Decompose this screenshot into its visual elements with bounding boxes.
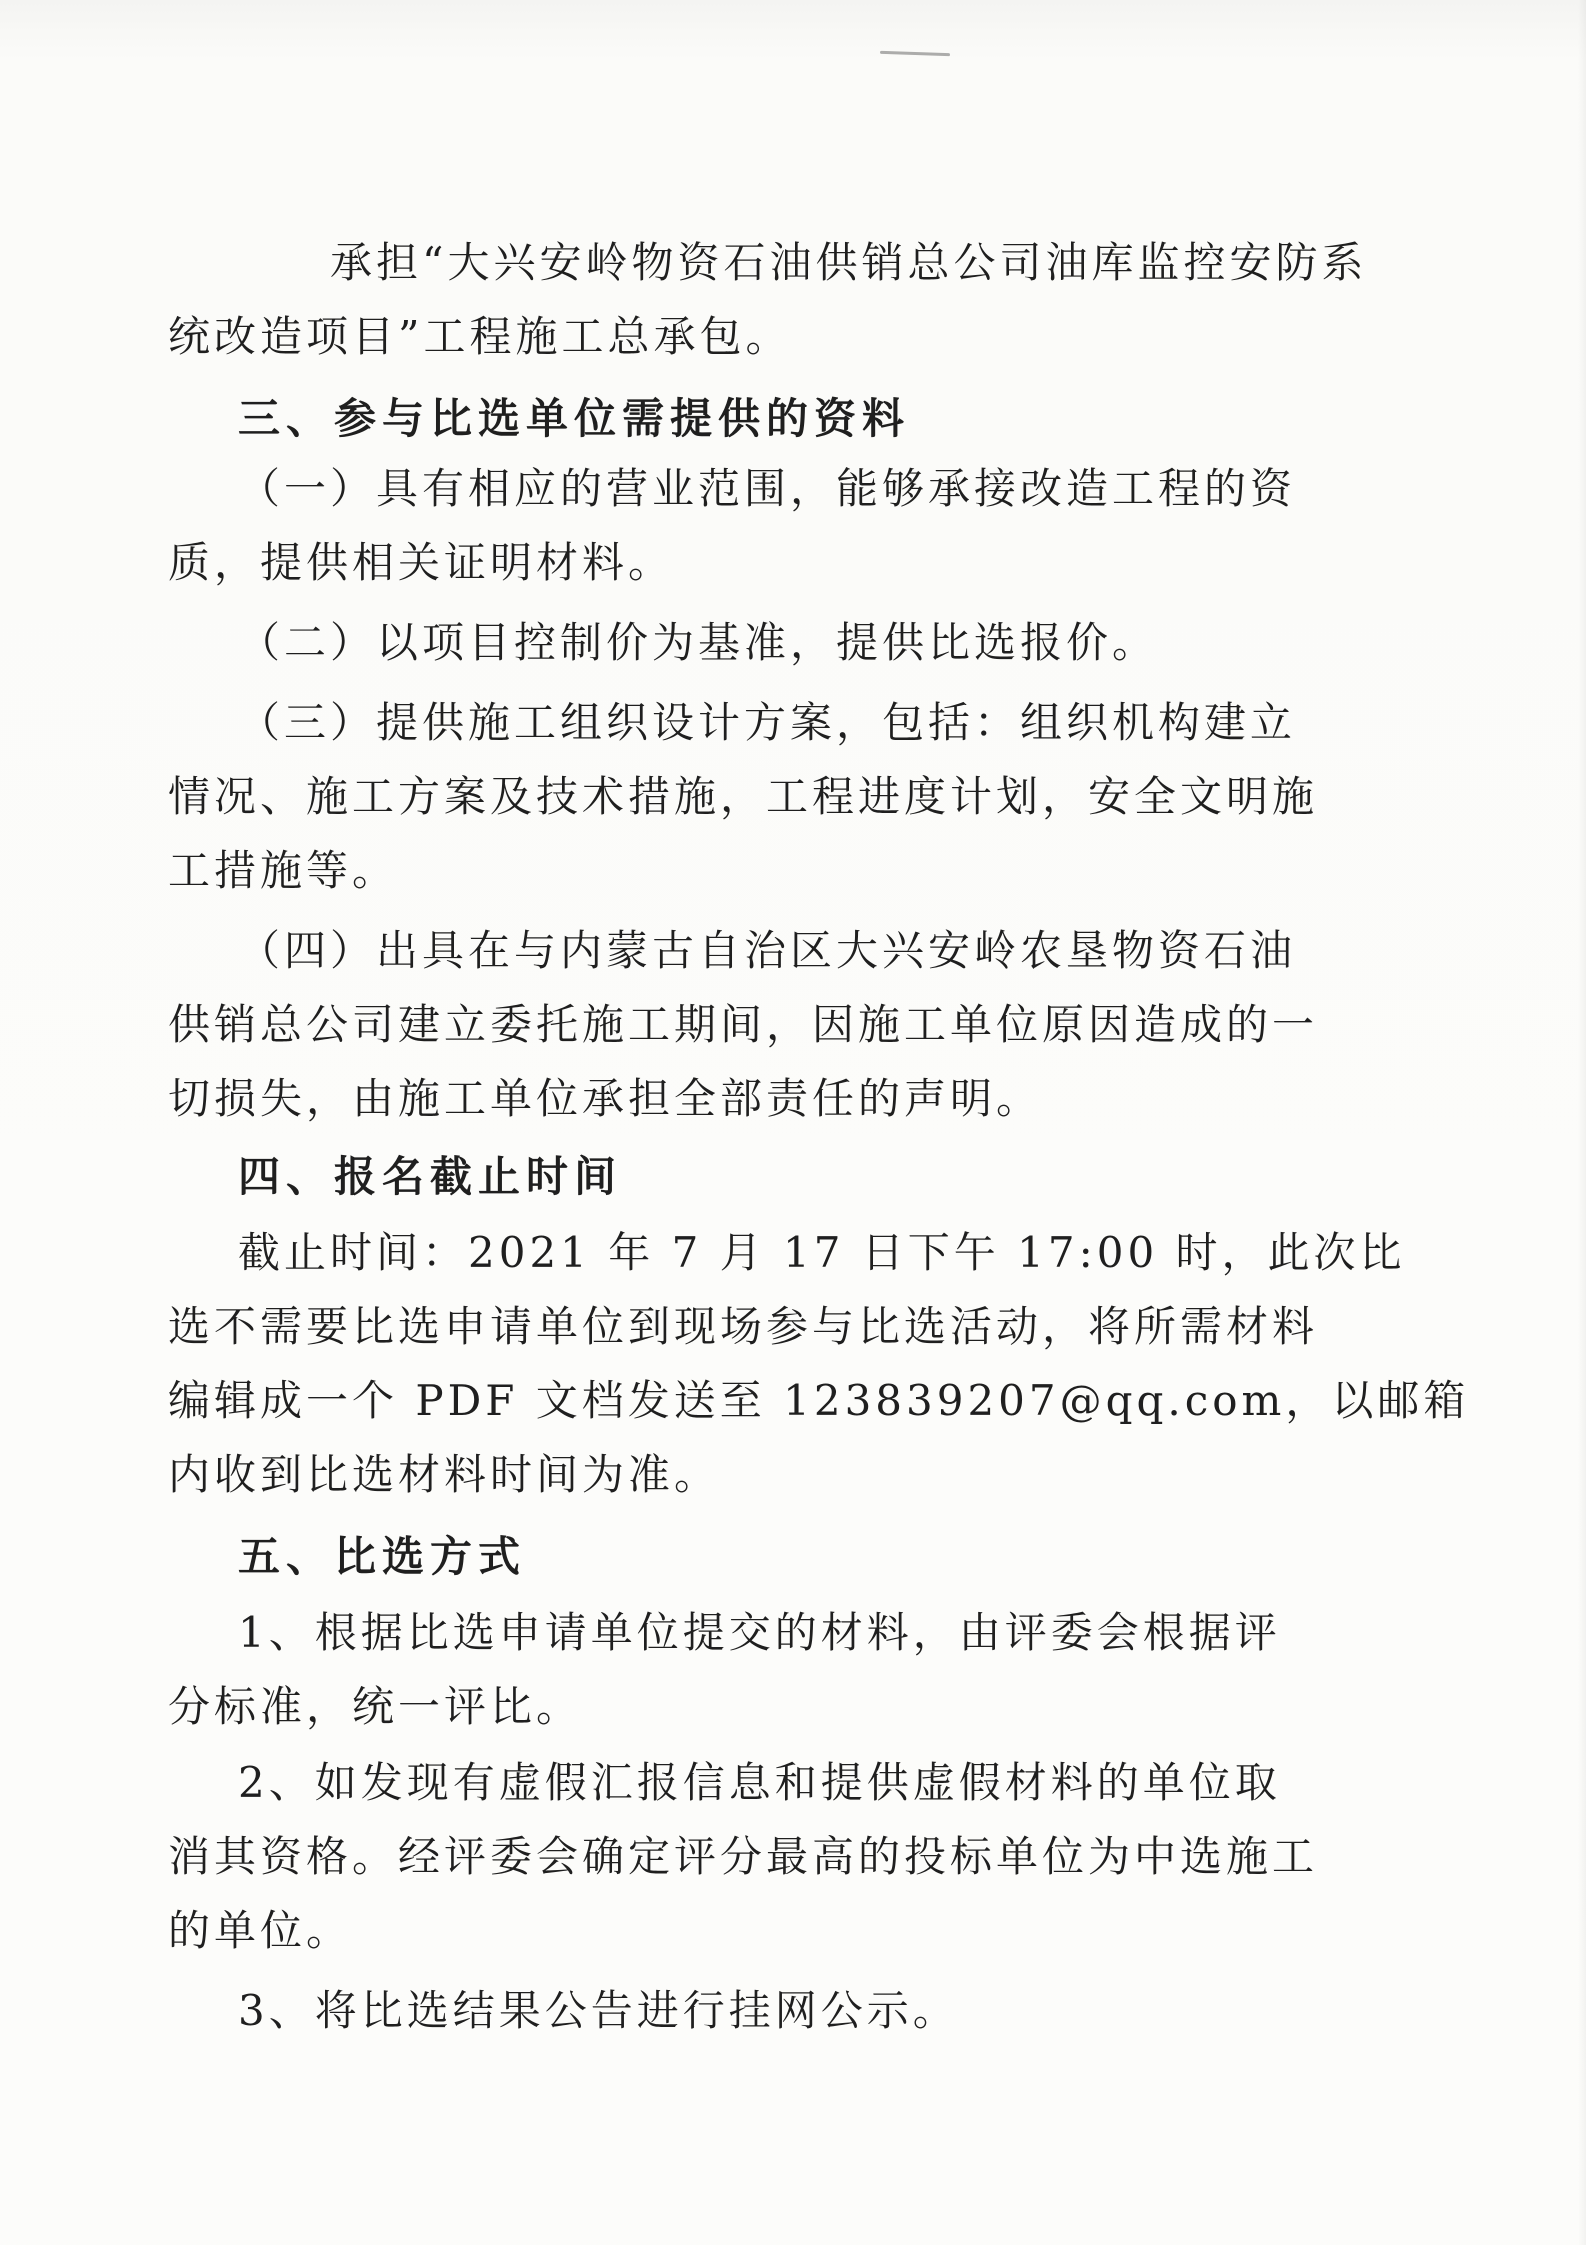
paragraph-project-scope (168, 226, 1368, 374)
heading-text: 五、比选方式 (238, 1532, 527, 1581)
paragraph-method-two (168, 1746, 1348, 1968)
text-line: 统改造项目”工程施工总承包。 (168, 312, 792, 361)
paragraph-item-three (168, 686, 1348, 908)
text-line: 切损失，由施工单位承担全部责任的声明。 (168, 1074, 1043, 1123)
text-line: 质，提供相关证明材料。 (168, 538, 675, 587)
text-line: 1、根据比选申请单位提交的材料，由评委会根据评 (238, 1608, 1281, 1657)
text-line: 分标准，统一评比。 (168, 1682, 583, 1731)
text-line: 情况、施工方案及技术措施，工程进度计划，安全文明施 (168, 772, 1319, 821)
paragraph-item-two (238, 606, 1348, 680)
heading-section-four (238, 1140, 1348, 1214)
text-line: 工措施等。 (168, 846, 399, 895)
text-line: 内收到比选材料时间为准。 (168, 1450, 721, 1499)
paragraph-item-four (168, 914, 1348, 1136)
text-line: 3、将比选结果公告进行挂网公示。 (238, 1986, 959, 2035)
text-line: 消其资格。经评委会确定评分最高的投标单位为中选施工 (168, 1832, 1319, 1881)
heading-text: 四、报名截止时间 (238, 1152, 623, 1201)
heading-text: 三、参与比选单位需提供的资料 (238, 394, 911, 443)
text-line: 的单位。 (168, 1906, 353, 1955)
paragraph-item-one (168, 452, 1348, 600)
paragraph-method-three (238, 1974, 1348, 2048)
text-line: 供销总公司建立委托施工期间，因施工单位原因造成的一 (168, 1000, 1319, 1049)
text-line: （二）以项目控制价为基准，提供比选报价。 (238, 618, 1159, 667)
text-line: 2、如发现有虚假汇报信息和提供虚假材料的单位取 (238, 1758, 1281, 1807)
scan-artifact-mark (880, 51, 950, 56)
heading-section-three (238, 382, 1348, 456)
paragraph-deadline (168, 1216, 1470, 1512)
text-line: 承担“大兴安岭物资石油供销总公司油库监控安防系 (330, 238, 1368, 287)
text-line: 截止时间：2021 年 7 月 17 日下午 17:00 时，此次比 (238, 1228, 1406, 1277)
text-line: （一）具有相应的营业范围，能够承接改造工程的资 (238, 464, 1297, 513)
text-line: 选不需要比选申请单位到现场参与比选活动，将所需材料 (168, 1302, 1319, 1351)
text-line: （四）出具在与内蒙古自治区大兴安岭农垦物资石油 (238, 926, 1297, 975)
scan-edge-shadow (1578, 0, 1586, 2245)
text-line: （三）提供施工组织设计方案，包括：组织机构建立 (238, 698, 1297, 747)
paragraph-method-one (168, 1596, 1348, 1744)
text-line: 编辑成一个 PDF 文档发送至 123839207@qq.com，以邮箱 (168, 1376, 1470, 1425)
heading-section-five (238, 1520, 1348, 1594)
